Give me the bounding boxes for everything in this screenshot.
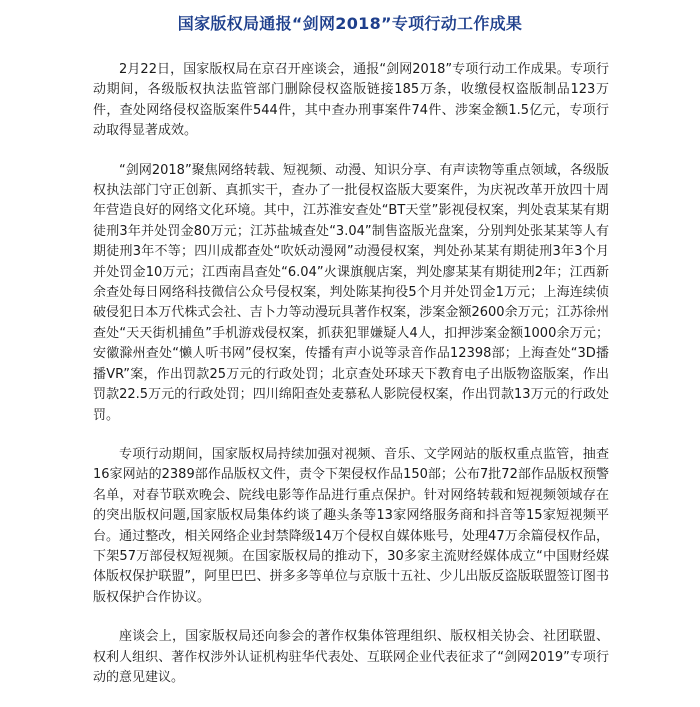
article-title: 国家版权局通报“剑网2018”专项行动工作成果 bbox=[177, 14, 523, 33]
paragraph-meeting: 座谈会上，国家版权局还向参会的著作权集体管理组织、版权相关协会、社团联盟、权利人组织、著作权涉外认证机构驻华代表处、互联网企业代表征求了“剑网2019”专项行动的意见建议。 bbox=[93, 629, 609, 685]
paragraph-intro: 2月22日，国家版权局在京召开座谈会，通报“剑网2018”专项行动工作成果。专项行动期间，各级版权执法监管部门删除侵权盗版链接185万条，收缴侵权盗版制品123万件，查处网络侵权盗版案件544件，其中查办刑事案件74件、涉案金额1.5亿元，专项行动取得显著成效。 bbox=[93, 62, 609, 139]
paragraph-supervision: 专项行动期间，国家版权局持续加强对视频、音乐、文学网站的版权重点监管，抽查16家网站的2389部作品版权文件，责令下架侵权作品150部；公布7批72部作品版权预警名单，对春节联欢晚会、院线电影等作品进行重点保护。针对网络转载和短视频领域存在的突出版权问题,国家版权局集体约谈了趣头条等13家网络服务商和抖音等15家短视频平台。通过整改，相关网络企业封禁降级14万个侵权自媒体账号，处理47万余篇侵权作品，下架57万部侵权短视频。在国家版权局的推动下，30多家主流财经媒体成立“中国财经媒体版权保护联盟”，阿里巴巴、拼多多等单位与京版十五社、少儿出版反盗版联盟签订图书版权保护合作协议。 bbox=[93, 446, 609, 605]
article-body bbox=[93, 60, 609, 707]
paragraph-cases: “剑网2018”聚焦网络转载、短视频、动漫、知识分享、有声读物等重点领域，各级版权执法部门守正创新、真抓实干，查办了一批侵权盗版大要案件，为庆祝改革开放四十周年营造良好的网络文化环境。其中，江苏淮安查处“BT天堂”影视侵权案，判处袁某某有期徒刑3年并处罚金80万元；江苏盐城查处“3.04”制售盗版光盘案，分别判处张某某等人有期徒刑3年不等；四川成都查处“吹妖动漫网”动漫侵权案，判处孙某某有期徒刑3年3个月并处罚金10万元；江西南昌查处“6.04”火课旗舰店案，判处廖某某有期徒刑2年；江西新余查处每日网络科技微信公众号侵权案，判处陈某拘役5个月并处罚金1万元；上海连续侦破侵犯日本万代株式会社、吉卜力等动漫玩具著作权案，涉案金额2600余万元；江苏徐州查处“天天街机捕鱼”手机游戏侵权案，抓获犯罪嫌疑人4人，扣押涉案金额1000余万元；安徽滁州查处“懒人听书网”侵权案，传播有声小说等录音作品12398部；上海查处“3D播播VR”案，作出罚款25万元的行政处罚；北京查处环球天下教育电子出版物盗版案，作出罚款22.5万元的行政处罚；四川绵阳查处麦慕私人影院侵权案，作出罚款13万元的行政处罚。 bbox=[93, 162, 609, 423]
